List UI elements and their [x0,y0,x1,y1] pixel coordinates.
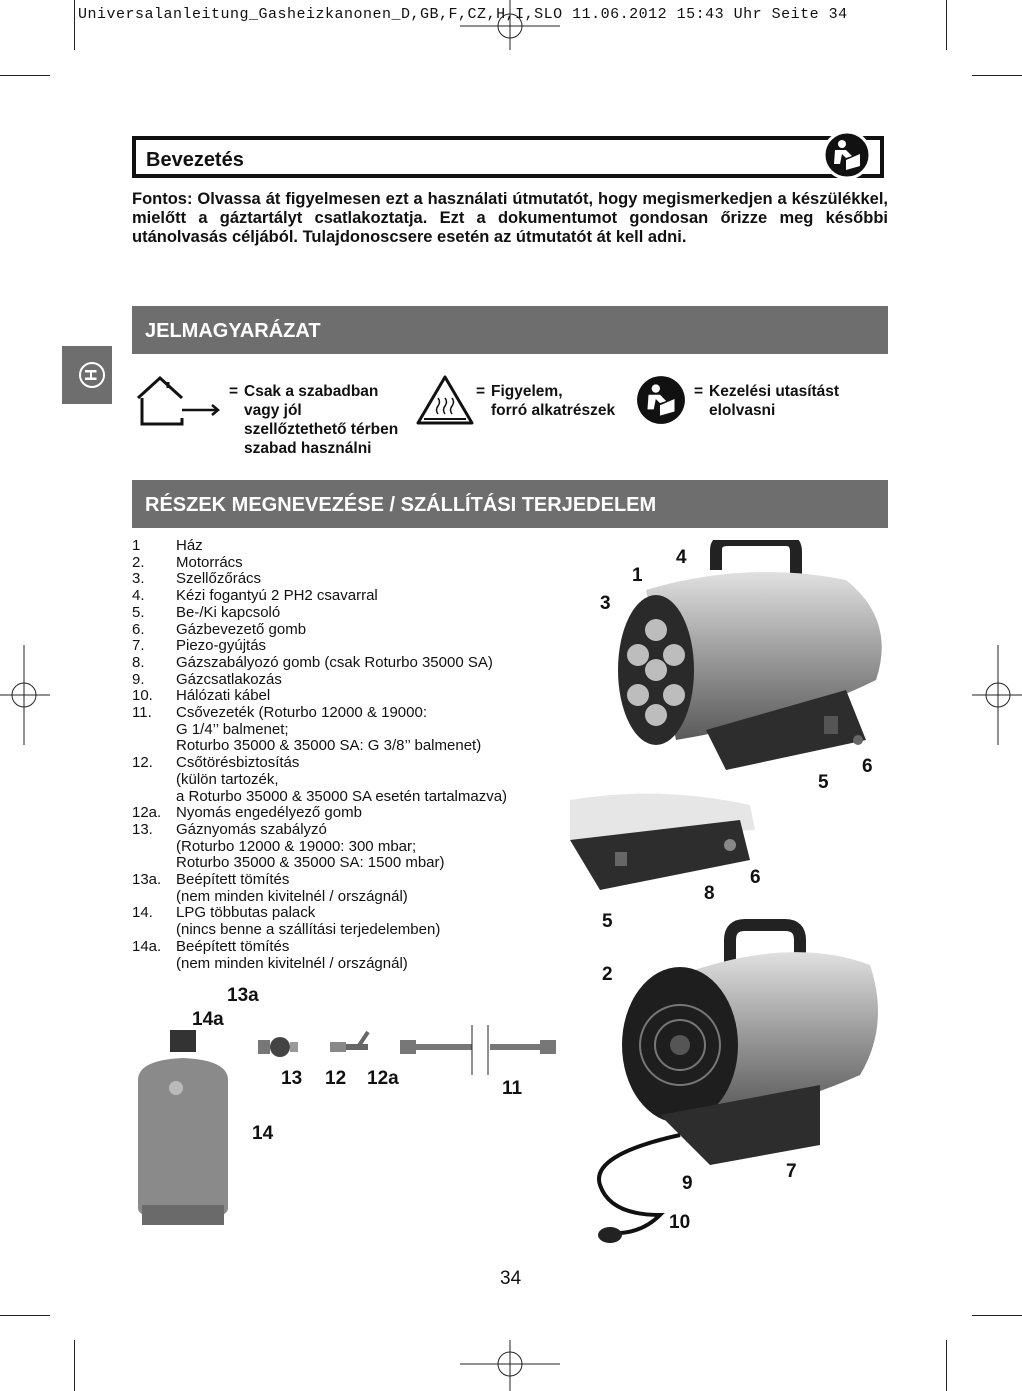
parts-item-text: Be-/Ki kapcsoló [176,603,281,621]
read-manual-icon [635,374,687,426]
crop-mark [972,1315,1022,1316]
parts-list-item [132,638,507,655]
parts-item-text: Nyomás engedélyező gomb [176,804,362,822]
callout-12: 12 [325,1068,347,1089]
parts-item-number: 3. [132,570,145,588]
parts-item-text: Kézi fogantyú 2 PH2 csavarral [176,587,378,605]
language-tab-label: H [81,368,101,382]
parts-item-text: LPG többutas palack (nincs benne a szállítási terjedelemben) [176,904,441,939]
parts-item-number: 14. [132,904,153,922]
parts-item-text: Gázcsatlakozás [176,670,282,688]
legend-eq: = [229,383,239,400]
crop-mark [946,1340,947,1391]
parts-list-item [132,672,507,689]
legend-eq: = [694,383,704,400]
parts-list-item [132,905,507,938]
crop-mark [946,0,947,50]
parts-item-number: 4. [132,587,145,605]
crop-mark [0,75,50,76]
callout-14a: 14a [192,1009,224,1030]
crop-mark [74,1340,75,1391]
page-number: 34 [500,1268,522,1289]
callout-5: 5 [818,772,829,793]
parts-item-number: 2. [132,553,145,571]
parts-item-number: 6. [132,620,145,638]
registration-mark-icon [460,1340,560,1391]
callout-11: 11 [502,1078,523,1099]
read-manual-icon [822,130,872,180]
language-tab [62,346,112,404]
parts-item-text: Csőtörésbiztosítás (külön tartozék, a Roturbo 35000 & 35000 SA esetén tartalmazva) [176,754,508,805]
parts-item-number: 14a. [132,937,162,955]
parts-list-item [132,571,507,588]
callout-13a: 13a [227,985,259,1006]
parts-list-item [132,605,507,622]
parts-list-item [132,555,507,572]
parts-list-item [132,755,507,805]
registration-mark-icon [0,645,50,745]
parts-item-number: 9. [132,670,145,688]
parts-list [132,538,507,972]
parts-item-text: Gázbevezető gomb [176,620,307,638]
parts-item-number: 11. [132,704,152,722]
parts-list-item [132,655,507,672]
legend-eq: = [476,383,486,400]
parts-item-text: Piezo-gyújtás [176,637,267,655]
crop-mark [0,1315,50,1316]
parts-item-number: 12a. [132,804,162,822]
parts-item-number: 13a. [132,871,162,889]
intro-title-box [132,136,884,178]
parts-title-bar: RÉSZEK MEGNEVEZÉSE / SZÁLLÍTÁSI TERJEDELEM [132,480,888,528]
parts-item-number: 7. [132,637,145,655]
parts-item-text: Hálózati kábel [176,687,271,705]
parts-item-number: 10. [132,687,153,705]
heater-front-illustration [570,915,890,1245]
parts-list-item [132,939,507,972]
heater-base-illustration [560,790,760,900]
hot-surface-warning-icon [416,374,474,426]
parts-item-number: 12. [132,754,153,772]
callout-6: 6 [750,867,761,888]
legend-title-bar: JELMAGYARÁZAT [132,306,888,354]
callout-12a: 12a [367,1068,399,1089]
parts-list-item [132,588,507,605]
legend-text-outdoor: Csak a szabadban vagy jól szellőztethető térben szabad használni [244,383,399,457]
parts-list-item [132,622,507,639]
parts-item-text: Szellőzőrács [176,570,262,588]
parts-list-item [132,688,507,705]
outdoor-house-icon [134,374,222,428]
intro-title: Bevezetés [146,149,244,171]
callout-5: 5 [602,911,613,932]
callout-13: 13 [281,1068,303,1089]
callout-1: 1 [632,565,643,586]
print-header: Universalanleitung_Gasheizkanonen_D,GB,F,CZ,H,I,SLO 11.06.2012 15:43 Uhr Seite 34 [78,6,848,23]
parts-list-item [132,805,507,822]
intro-text: Fontos: Olvassa át figyelmesen ezt a használati útmutatót, hogy megismerkedjen a készülékkel, mielőtt a gáztartályt csatlakoztatja. Ezt a dokumentumot gondosan őrizze meg későbbi utánolvasás céljából. Tulajdonoscsere esetén az útmutatót át kell adni. [132,190,888,246]
callout-14: 14 [252,1123,274,1144]
crop-mark [972,75,1022,76]
callout-2: 2 [602,964,613,985]
parts-item-number: 1 [132,537,141,554]
parts-item-text: Gázszabályozó gomb (csak Roturbo 35000 SA) [176,653,493,671]
parts-item-number: 5. [132,603,145,621]
parts-item-number: 8. [132,653,145,671]
legend-text-hot: Figyelem, forró alkatrészek [491,383,616,419]
crop-mark [74,0,75,50]
registration-mark-icon [460,0,560,50]
parts-list-item [132,705,507,755]
callout-8: 8 [704,883,715,904]
parts-item-number: 13. [132,820,153,838]
parts-item-text: Gáznyomás szabályzó (Roturbo 12000 & 19000: 300 mbar; Roturbo 35000 & 35000 SA: 1500 mbar) [176,820,445,872]
callout-7: 7 [786,1161,797,1182]
parts-item-text: Ház [176,537,203,554]
parts-item-text: Csővezeték (Roturbo 12000 & 19000: G 1/4’’ balmenet; Roturbo 35000 & 35000 SA: G 3/8’’ balmenet) [176,704,482,755]
callout-6: 6 [862,756,873,777]
legend-text-manual: Kezelési utasítást elolvasni [709,383,840,419]
callout-10: 10 [669,1212,691,1233]
callout-9: 9 [682,1173,693,1194]
parts-list-item [132,822,507,872]
callout-3: 3 [600,593,611,614]
gas-bottle-illustration [128,1030,238,1230]
parts-list-item [132,538,507,555]
parts-item-text: Beépített tömítés (nem minden kivitelnél / országnál) [176,871,408,905]
parts-item-text: Beépített tömítés (nem minden kivitelnél / országnál) [176,937,408,972]
parts-item-text: Motorrács [176,553,243,571]
parts-list-item [132,872,507,905]
callout-4: 4 [676,547,687,568]
registration-mark-icon [972,645,1022,745]
